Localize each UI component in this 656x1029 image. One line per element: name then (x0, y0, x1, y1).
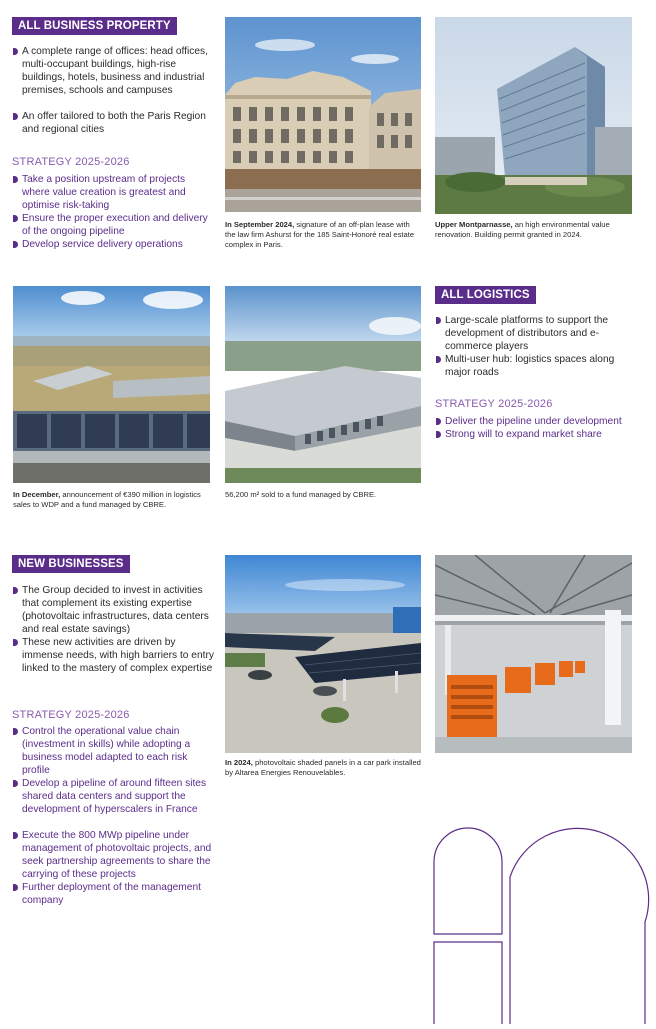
bullet-text: Large-scale platforms to support the development of distributors and e-commerce players (445, 315, 609, 352)
bullet-text: These new activities are driven by immense needs, with high barriers to entry linked to the mastery of complex expertise (22, 637, 214, 674)
photo-data-center (435, 555, 632, 753)
bullet-text: Ensure the proper execution and delivery of the ongoing pipeline (22, 213, 208, 237)
strategy-title: STRATEGY 2025-2026 (12, 156, 130, 168)
bullet-text: Deliver the pipeline under development (445, 416, 622, 427)
bullet-text: Strong will to expand market share (445, 429, 602, 440)
new-businesses-list (12, 584, 217, 675)
photo-caption: In December, announcement of €390 million in logistics sales to WDP and a fund managed by CBRE. (13, 490, 201, 509)
business-property-list (12, 45, 212, 136)
bullet-text: The Group decided to invest in activities that complement its existing expertise (photovoltaic infrastructures, data centers and real estate savings) (22, 585, 209, 635)
list-item (12, 777, 217, 829)
photo-caption: 56,200 m² sold to a fund managed by CBRE. (225, 490, 377, 499)
logistics-strategy-list (435, 415, 645, 441)
logistics-list (435, 314, 635, 379)
bullet-text: Further deployment of the management company (22, 882, 201, 906)
bullet-text: Develop service delivery operations (22, 239, 183, 250)
bullet-text: Execute the 800 MWp pipeline under management of photovoltaic projects, and seek partnership agreements to share the carrying of these projects (22, 830, 212, 880)
decorative-outline-shapes (430, 822, 656, 1024)
section-tag-logistics: ALL LOGISTICS (435, 286, 536, 304)
photo-paris-building (225, 17, 421, 212)
list-item (12, 829, 217, 881)
photo-caption: In September 2024, signature of an off-plan lease with the law firm Ashurst for the 185 Saint-Honoré real estate complex in Paris. (225, 220, 415, 249)
section-tag-new-businesses: NEW BUSINESSES (12, 555, 130, 573)
list-item (12, 173, 212, 212)
list-item (12, 212, 212, 238)
bullet-text: Multi-user hub: logistics spaces along major roads (445, 354, 615, 378)
bullet-text: An offer tailored to both the Paris Region and regional cities (22, 111, 206, 135)
bullet-text: Develop a pipeline of around fifteen sites shared data centers and support the development of hyperscalers in France (22, 778, 207, 815)
photo-caption: Upper Montparnasse, an high environmental value renovation. Building permit granted in 2024. (435, 220, 610, 239)
business-property-strategy-list (12, 173, 212, 251)
list-item (435, 415, 645, 428)
photo-caption: In 2024, photovoltaic shaded panels in a car park installed by Altarea Energies Renouvelables. (225, 758, 421, 777)
new-businesses-strategy-list (12, 725, 217, 907)
list-item (12, 881, 217, 907)
photo-logistics-warehouse (225, 286, 421, 483)
photo-photovoltaic-carpark (225, 555, 421, 753)
list-item (435, 428, 645, 441)
strategy-title: STRATEGY 2025-2026 (12, 709, 130, 721)
list-item (12, 110, 212, 136)
list-item (435, 353, 635, 379)
section-tag-business-property: ALL BUSINESS PROPERTY (12, 17, 177, 35)
list-item (12, 636, 217, 675)
photo-upper-montparnasse (435, 17, 632, 214)
list-item (12, 725, 217, 777)
list-item (12, 584, 217, 636)
strategy-title: STRATEGY 2025-2026 (435, 398, 553, 410)
list-item (12, 45, 212, 110)
bullet-text: Take a position upstream of projects where value creation is greatest and optimise risk-taking (22, 174, 186, 211)
bullet-text: A complete range of offices: head offices, multi-occupant buildings, high-rise buildings, hotels, business and industrial premises, schools and campuses (22, 46, 208, 96)
bullet-text: Control the operational value chain (investment in skills) while adopting a business model adapted to each risk profile (22, 726, 191, 776)
list-item (435, 314, 635, 353)
list-item (12, 238, 212, 251)
photo-logistics-aerial (13, 286, 210, 483)
